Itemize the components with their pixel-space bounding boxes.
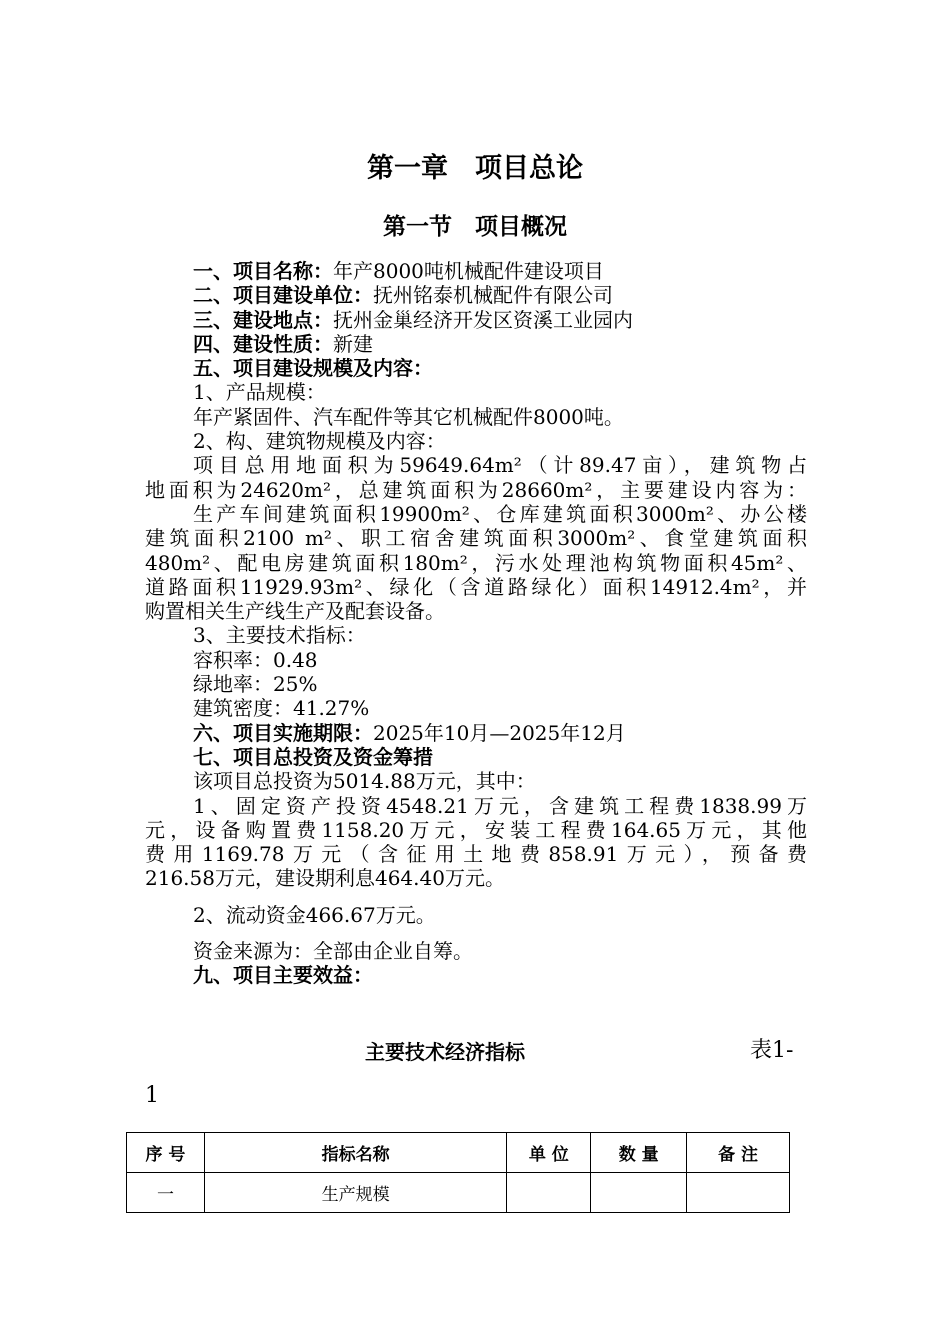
document-body [145,259,807,988]
project-nature-value: 新建 [333,331,373,356]
project-site-line [145,308,807,332]
funding-source: 资金来源为：全部由企业自筹。 [193,939,473,964]
project-site-label: 三、建设地点： [193,307,333,332]
project-name-line [145,259,807,283]
project-unit-label: 二、项目建设单位： [193,283,373,308]
building-density: 建筑密度：41.27% [193,696,370,721]
investment-total: 该项目总投资为5014.88万元，其中： [193,769,536,794]
chapter-title: 第一章 项目总论 [367,153,583,184]
project-name-label: 一、项目名称： [193,259,333,283]
section-title: 第一节 项目概况 [383,214,567,240]
table-caption-title: 主要技术经济指标 [365,1040,525,1064]
cell-quantity [591,1173,687,1213]
building-scale-line: 购置相关生产线生产及配套设备。 [145,599,445,624]
investment-heading: 七、项目总投资及资金筹措 [193,744,433,769]
product-scale-heading: 1、产品规模： [193,380,326,405]
header-indicator-name: 指标名称 [204,1133,507,1173]
period-label: 六、项目实施期限： [193,720,373,745]
investment-line: 元，设备购置费1158.20万元，安装工程费164.65万元，其他 [145,817,807,842]
table-row [127,1173,790,1213]
project-nature-line [145,332,807,356]
project-scale-heading: 五、项目建设规模及内容： [193,356,433,381]
header-index: 序 号 [127,1133,205,1173]
cell-index: 一 [127,1173,205,1213]
building-scale-heading: 2、构、建筑物规模及内容： [193,429,446,454]
benefits-heading: 九、项目主要效益： [193,963,373,988]
project-unit-line [145,283,807,307]
investment-line: 1、固定资产投资4548.21万元，含建筑工程费1838.99万 [193,793,807,818]
header-remarks: 备 注 [687,1133,790,1173]
building-scale-line: 480m²、配电房建筑面积180m²，污水处理池构筑物面积45m²、 [145,550,807,575]
project-nature-label: 四、建设性质： [193,331,333,356]
table-header-row [127,1133,790,1173]
building-scale-line: 项目总用地面积为59649.64m²（计89.47亩），建筑物占 [193,453,807,478]
period-line [145,721,807,745]
cell-unit [507,1173,591,1213]
project-site-value: 抚州金巢经济开发区资溪工业园内 [333,307,633,332]
technical-indicators-heading: 3、主要技术指标： [193,623,366,648]
cell-remarks [687,1173,790,1213]
header-unit: 单 位 [507,1133,591,1173]
cell-indicator-name: 生产规模 [204,1173,507,1213]
period-value: 2025年10月—2025年12月 [373,720,626,745]
product-scale-text: 年产紧固件、汽车配件等其它机械配件8000吨。 [193,404,624,429]
building-scale-line: 道路面积11929.93m²、绿化（含道路绿化）面积14912.4m²，并 [145,574,807,599]
metrics-table [126,1132,790,1213]
building-scale-line: 地面积为24620m²，总建筑面积为28660m²，主要建设内容为： [145,477,807,502]
building-scale-line: 生产车间建筑面积19900m²、仓库建筑面积3000m²、办公楼 [193,501,807,526]
table-number-continued: 1 [145,1083,159,1108]
header-quantity: 数 量 [591,1133,687,1173]
table-number: 表1- [750,1038,794,1063]
building-scale-line: 建筑面积2100 m²、职工宿舍建筑面积3000m²、食堂建筑面积 [145,526,807,551]
green-ratio: 绿地率：25% [193,672,318,697]
investment-line: 216.58万元，建设期利息464.40万元。 [145,866,505,891]
working-capital: 2、流动资金466.67万元。 [193,902,436,927]
project-name-value: 年产8000吨机械配件建设项目 [333,259,604,283]
project-unit-value: 抚州铭泰机械配件有限公司 [373,283,613,308]
investment-line: 费用1169.78万元（含征用土地费858.91万元），预备费 [145,842,807,867]
floor-area-ratio: 容积率：0.48 [193,647,318,672]
